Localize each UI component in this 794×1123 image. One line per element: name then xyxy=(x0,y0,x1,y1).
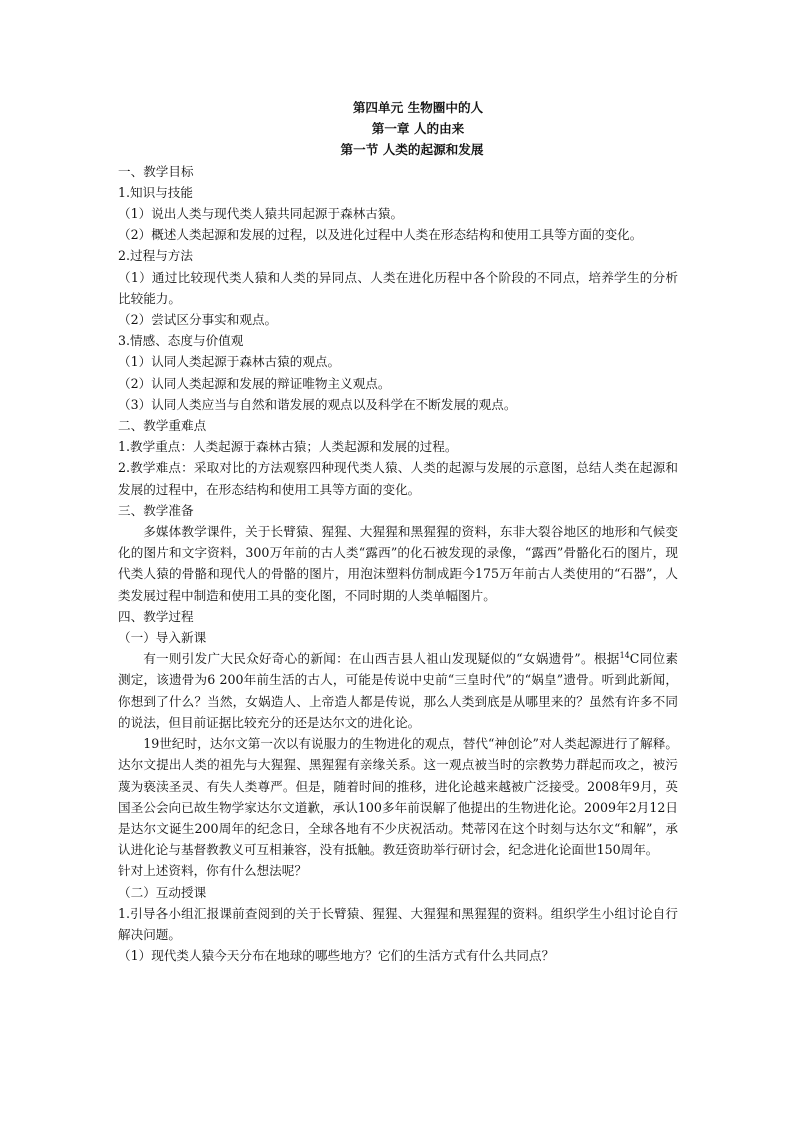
isotope-superscript: 14 xyxy=(619,651,630,661)
unit-title: 第四单元 生物圈中的人 xyxy=(352,100,484,115)
interactive-question-1: （1）现代类人猿今天分布在地球的哪些地方？它们的生活方式有什么共同点？ xyxy=(118,948,555,964)
intro-question: 针对上述资料，你有什么想法呢？ xyxy=(118,863,307,879)
intro-paragraph-1-part-b: C同位素测定，该遗骨为6 200年前生活的古人，可能是传说中史前“三皇时代”的“娲皇”遗骨。听到此新闻，你想到了什么？当然，女娲造人、上帝造人都是传说，那么人类到底是从哪里来的？虽然有许多不同的说法，但目前证据比较充分的还是达尔文的进化论。 xyxy=(118,651,678,730)
keypoints-heading: 二、教学重难点 xyxy=(118,418,207,434)
process-method-item-2: （2）尝试区分事实和观点。 xyxy=(118,312,278,328)
intro-paragraph-2: 19世纪时，达尔文第一次以有说服力的生物进化的观点，替代“神创论”对人类起源进行了解释。达尔文提出人类的祖先与大猩猩、黑猩猩有亲缘关系。这一观点被当时的宗教势力群起而攻之，被污蔑为亵渎圣灵、有失人类尊严。但是，随着时间的推移，进化论越来越被广泛接受。2008年9月，英国圣公会向已故生物学家达尔文道歉，承认100多年前误解了他提出的生物进化论。2009年2月12日是达尔文诞生200周年的纪念日，全球各地有不少庆祝活动。梵蒂冈在这个时刻与达尔文“和解”，承认进化论与基督教教义可互相兼容，没有抵触。教廷资助举行研讨会，纪念进化论面世150周年。 xyxy=(118,736,678,858)
keypoint-difficulty: 2.教学难点：采取对比的方法观察四种现代类人猿、人类的起源与发展的示意图，总结人类在起源和发展的过程中，在形态结构和使用工具等方面的变化。 xyxy=(118,460,678,497)
knowledge-item-1: （1）说出人类与现代类人猿共同起源于森林古猿。 xyxy=(118,206,404,222)
process-heading: 四、教学过程 xyxy=(118,608,194,624)
interactive-item-1: 1.引导各小组汇报课前查阅到的关于长臂猿、猩猩、大猩猩和黑猩猩的资料。组织学生小组讨论自行解决问题。 xyxy=(118,905,678,942)
section-title: 第一节 人类的起源和发展 xyxy=(340,142,484,158)
prep-heading: 三、教学准备 xyxy=(118,502,194,518)
emotion-heading: 3.情感、态度与价值观 xyxy=(118,333,244,349)
emotion-item-2: （2）认同人类起源和发展的辩证唯物主义观点。 xyxy=(118,375,391,391)
intro-paragraph-1 xyxy=(118,648,678,733)
goals-heading: 一、教学目标 xyxy=(118,163,194,179)
intro-paragraph-1-part-a: 有一则引发广大民众好奇心的新闻：在山西吉县人祖山发现疑似的“女娲遗骨”。根据 xyxy=(143,651,620,667)
emotion-item-3: （3）认同人类应当与自然和谐发展的观点以及科学在不断发展的观点。 xyxy=(118,396,517,412)
knowledge-item-2: （2）概述人类起源和发展的过程，以及进化过程中人类在形态结构和使用工具等方面的变化。 xyxy=(118,227,643,243)
knowledge-heading: 1.知识与技能 xyxy=(118,184,193,200)
chapter-title: 第一章 人的由来 xyxy=(371,121,465,137)
intro-subheading: （一）导入新课 xyxy=(118,630,207,646)
interactive-subheading: （二）互动授课 xyxy=(118,884,207,900)
keypoint-focus: 1.教学重点：人类起源于森林古猿；人类起源和发展的过程。 xyxy=(118,439,458,455)
prep-paragraph: 多媒体教学课件，关于长臂猿、猩猩、大猩猩和黑猩猩的资料，东非大裂谷地区的地形和气候变化的图片和文字资料，300万年前的古人类“露西”的化石被发现的录像，“露西”骨骼化石的图片，现代类人猿的骨骼和现代人的骨骼的图片，用泡沫塑料仿制成距今175万年前古人类使用的“石器”，人类发展过程中制造和使用工具的变化图，不同时期的人类单幅图片。 xyxy=(118,524,678,603)
process-method-heading: 2.过程与方法 xyxy=(118,248,193,264)
process-method-item-1: （1）通过比较现代类人猿和人类的异同点、人类在进化历程中各个阶段的不同点，培养学生的分析比较能力。 xyxy=(118,269,678,306)
emotion-item-1: （1）认同人类起源于森林古猿的观点。 xyxy=(118,354,341,370)
document-page xyxy=(118,97,678,966)
